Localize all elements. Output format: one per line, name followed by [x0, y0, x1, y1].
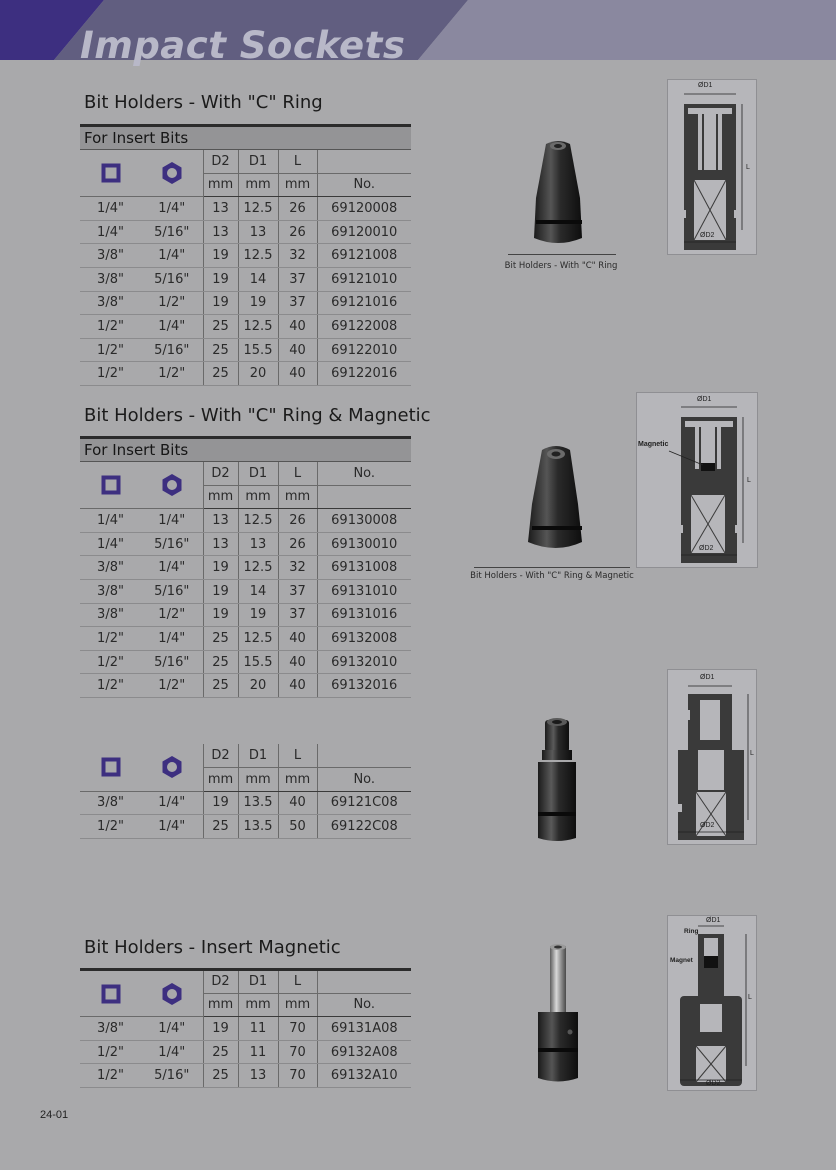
l-label: L — [748, 994, 752, 1001]
photo-caption-c-ring: Bit Holders - With "C" Ring — [504, 261, 618, 271]
unit-l: mm — [278, 485, 317, 509]
unit-d2: mm — [203, 768, 238, 792]
d2-value: 19 — [203, 267, 238, 291]
hex-drive-icon — [160, 754, 184, 780]
col-d2: D2 — [203, 462, 238, 486]
unit-d2: mm — [203, 993, 238, 1017]
table-row — [80, 627, 411, 651]
hex-drive-cell — [141, 744, 203, 791]
table-row — [80, 197, 411, 221]
col-no: No. — [317, 462, 411, 486]
caption-rule — [474, 567, 630, 568]
hex-drive-icon — [160, 472, 184, 498]
length-value: 40 — [278, 650, 317, 674]
part-number: 69122C08 — [317, 815, 411, 839]
d2-value: 13 — [203, 532, 238, 556]
photo-caption-c-ring-magnetic: Bit Holders - With "C" Ring & Magnetic — [470, 571, 634, 581]
d1-label: ØD1 — [700, 674, 715, 681]
square-drive-size: 1/2" — [80, 338, 141, 362]
length-value: 50 — [278, 815, 317, 839]
square-drive-size: 3/8" — [80, 244, 141, 268]
d1-value: 12.5 — [238, 627, 278, 651]
spec-table-quick-change — [80, 744, 411, 839]
table-body — [80, 197, 411, 386]
square-drive-size: 3/8" — [80, 791, 141, 815]
d2-value: 19 — [203, 579, 238, 603]
d1-value: 14 — [238, 579, 278, 603]
col-no: No. — [317, 768, 411, 792]
length-value: 37 — [278, 603, 317, 627]
c-ring-bit-holder-photo — [528, 138, 588, 248]
unit-d2: mm — [203, 173, 238, 197]
d2-value: 13 — [203, 197, 238, 221]
table-body — [80, 791, 411, 838]
hex-size: 5/16" — [141, 338, 203, 362]
insert-magnetic-bit-holder-photo — [532, 940, 584, 1085]
length-value: 40 — [278, 627, 317, 651]
length-value: 32 — [278, 244, 317, 268]
square-drive-cell — [80, 970, 141, 1017]
unit-d1: mm — [238, 768, 278, 792]
section-title-insert-magnetic: Bit Holders - Insert Magnetic — [84, 937, 341, 958]
table-row — [80, 1040, 411, 1064]
part-number: 69121C08 — [317, 791, 411, 815]
hex-drive-cell — [141, 970, 203, 1017]
square-drive-size: 1/2" — [80, 674, 141, 698]
d1-value: 13.5 — [238, 791, 278, 815]
page-title: Impact Sockets — [80, 24, 406, 67]
length-value: 40 — [278, 674, 317, 698]
unit-d1: mm — [238, 993, 278, 1017]
spec-table-insert-magnetic — [80, 968, 411, 1088]
hex-size: 1/4" — [141, 509, 203, 533]
square-drive-size: 3/8" — [80, 556, 141, 580]
hex-size: 5/16" — [141, 579, 203, 603]
length-value: 37 — [278, 579, 317, 603]
length-value: 40 — [278, 362, 317, 386]
part-number: 69131010 — [317, 579, 411, 603]
length-value: 70 — [278, 1064, 317, 1088]
d2-value: 25 — [203, 362, 238, 386]
d2-value: 13 — [203, 220, 238, 244]
length-value: 40 — [278, 315, 317, 339]
length-value: 26 — [278, 197, 317, 221]
square-drive-size: 3/8" — [80, 579, 141, 603]
d1-value: 14 — [238, 267, 278, 291]
d2-label: ØD2 — [700, 822, 715, 829]
square-drive-size: 1/2" — [80, 650, 141, 674]
table-row — [80, 556, 411, 580]
hex-size: 1/2" — [141, 674, 203, 698]
section-title-c-ring: Bit Holders - With "C" Ring — [84, 92, 323, 113]
hex-size: 5/16" — [141, 650, 203, 674]
square-drive-size: 3/8" — [80, 603, 141, 627]
d1-value: 20 — [238, 674, 278, 698]
unit-d1: mm — [238, 485, 278, 509]
hex-drive-icon — [160, 981, 184, 1007]
col-l: L — [278, 462, 317, 486]
square-drive-icon — [101, 163, 121, 183]
hex-size: 1/2" — [141, 603, 203, 627]
hex-size: 1/4" — [141, 791, 203, 815]
table-subheader — [80, 126, 411, 150]
hex-size: 5/16" — [141, 532, 203, 556]
col-no-blank — [317, 485, 411, 509]
col-no-blank — [317, 744, 411, 768]
table-row — [80, 815, 411, 839]
hex-drive-icon — [160, 160, 184, 186]
quick-change-bit-holder-photo — [530, 714, 584, 844]
part-number: 69120010 — [317, 220, 411, 244]
table-row — [80, 220, 411, 244]
table-row — [80, 244, 411, 268]
col-d1: D1 — [238, 744, 278, 768]
length-value: 26 — [278, 509, 317, 533]
hex-drive-cell — [141, 462, 203, 509]
square-drive-size: 1/4" — [80, 509, 141, 533]
d2-value: 25 — [203, 338, 238, 362]
d1-label: ØD1 — [697, 396, 712, 403]
page-number: 24-01 — [40, 1109, 69, 1121]
quick-change-technical-drawing — [667, 669, 757, 845]
part-number: 69131A08 — [317, 1017, 411, 1041]
square-drive-size: 1/4" — [80, 532, 141, 556]
d1-value: 13 — [238, 532, 278, 556]
hex-size: 5/16" — [141, 1064, 203, 1088]
length-value: 32 — [278, 556, 317, 580]
technical-drawing-svg — [668, 916, 756, 1090]
col-l: L — [278, 150, 317, 174]
d1-value: 13 — [238, 220, 278, 244]
part-number: 69121016 — [317, 291, 411, 315]
table-row — [80, 267, 411, 291]
length-value: 26 — [278, 532, 317, 556]
hex-size: 1/4" — [141, 627, 203, 651]
d1-value: 15.5 — [238, 650, 278, 674]
technical-drawing-svg — [668, 80, 756, 254]
square-drive-cell — [80, 462, 141, 509]
square-drive-size: 1/4" — [80, 220, 141, 244]
d2-value: 13 — [203, 509, 238, 533]
table-header-row — [80, 150, 411, 174]
c-ring-magnetic-technical-drawing — [636, 392, 758, 568]
d2-value: 19 — [203, 1017, 238, 1041]
hex-size: 1/4" — [141, 315, 203, 339]
length-value: 37 — [278, 291, 317, 315]
d1-value: 12.5 — [238, 197, 278, 221]
technical-drawing-svg — [668, 670, 756, 844]
square-drive-size: 3/8" — [80, 1017, 141, 1041]
d1-value: 12.5 — [238, 556, 278, 580]
d1-value: 12.5 — [238, 509, 278, 533]
col-l: L — [278, 970, 317, 994]
square-drive-size: 1/2" — [80, 315, 141, 339]
table-body — [80, 1017, 411, 1088]
square-drive-size: 1/2" — [80, 815, 141, 839]
length-value: 40 — [278, 338, 317, 362]
square-drive-size: 3/8" — [80, 267, 141, 291]
hex-size: 1/2" — [141, 291, 203, 315]
technical-drawing-svg — [637, 393, 757, 567]
hex-size: 1/4" — [141, 1017, 203, 1041]
d2-value: 25 — [203, 1040, 238, 1064]
d2-value: 25 — [203, 674, 238, 698]
square-drive-cell — [80, 744, 141, 791]
d2-value: 19 — [203, 603, 238, 627]
d1-value: 11 — [238, 1040, 278, 1064]
hex-drive-cell — [141, 150, 203, 197]
part-number: 69122008 — [317, 315, 411, 339]
c-ring-technical-drawing — [667, 79, 757, 255]
l-label: L — [750, 750, 754, 757]
table-header-row — [80, 462, 411, 486]
table-body — [80, 509, 411, 698]
ring-label: Ring — [684, 928, 699, 935]
d2-value: 25 — [203, 815, 238, 839]
section-title-c-ring-magnetic: Bit Holders - With "C" Ring & Magnetic — [84, 405, 431, 426]
spec-table-c-ring-magnetic — [80, 436, 411, 698]
subheader-label: For Insert Bits — [80, 126, 411, 150]
col-d2: D2 — [203, 150, 238, 174]
d2-value: 19 — [203, 244, 238, 268]
part-number: 69121008 — [317, 244, 411, 268]
part-number: 69120008 — [317, 197, 411, 221]
d1-value: 20 — [238, 362, 278, 386]
spec-table-c-ring — [80, 124, 411, 386]
d2-label: ØD2 — [700, 232, 715, 239]
header-banner — [0, 0, 836, 67]
table-row — [80, 1064, 411, 1088]
length-value: 40 — [278, 791, 317, 815]
d2-value: 25 — [203, 650, 238, 674]
unit-d1: mm — [238, 173, 278, 197]
part-number: 69132010 — [317, 650, 411, 674]
insert-magnetic-technical-drawing — [667, 915, 757, 1091]
hex-size: 1/2" — [141, 362, 203, 386]
part-number: 69131008 — [317, 556, 411, 580]
hex-size: 1/4" — [141, 244, 203, 268]
table-row — [80, 509, 411, 533]
part-number: 69132016 — [317, 674, 411, 698]
part-number: 69122016 — [317, 362, 411, 386]
table-row — [80, 338, 411, 362]
l-label: L — [746, 164, 750, 171]
col-l: L — [278, 744, 317, 768]
col-d2: D2 — [203, 744, 238, 768]
table-row — [80, 603, 411, 627]
unit-l: mm — [278, 768, 317, 792]
square-drive-icon — [101, 475, 121, 495]
col-no: No. — [317, 993, 411, 1017]
d2-value: 25 — [203, 627, 238, 651]
table-subheader — [80, 438, 411, 462]
square-drive-size: 1/2" — [80, 1040, 141, 1064]
l-label: L — [747, 477, 751, 484]
hex-size: 5/16" — [141, 220, 203, 244]
d2-value: 19 — [203, 791, 238, 815]
d1-value: 15.5 — [238, 338, 278, 362]
hex-size: 1/4" — [141, 815, 203, 839]
col-d2: D2 — [203, 970, 238, 994]
square-drive-size: 3/8" — [80, 291, 141, 315]
square-drive-icon — [101, 984, 121, 1004]
table-row — [80, 579, 411, 603]
hex-size: 5/16" — [141, 267, 203, 291]
d1-label: ØD1 — [706, 917, 721, 924]
table-row — [80, 532, 411, 556]
d2-value: 25 — [203, 1064, 238, 1088]
d1-label: ØD1 — [698, 82, 713, 89]
part-number: 69132A10 — [317, 1064, 411, 1088]
col-no: No. — [317, 173, 411, 197]
square-drive-size: 1/2" — [80, 627, 141, 651]
col-no-blank — [317, 970, 411, 994]
hex-size: 1/4" — [141, 1040, 203, 1064]
col-no-blank — [317, 150, 411, 174]
part-number: 69130010 — [317, 532, 411, 556]
magnet-label: Magnet — [670, 957, 693, 964]
table-row — [80, 315, 411, 339]
d2-value: 19 — [203, 556, 238, 580]
caption-rule — [508, 254, 616, 255]
table-row — [80, 650, 411, 674]
table-row — [80, 674, 411, 698]
hex-size: 1/4" — [141, 556, 203, 580]
table-header-row — [80, 744, 411, 768]
subheader-label: For Insert Bits — [80, 438, 411, 462]
length-value: 70 — [278, 1040, 317, 1064]
col-d1: D1 — [238, 462, 278, 486]
d2-label: ØD2 — [699, 545, 714, 552]
d2-value: 25 — [203, 315, 238, 339]
d1-value: 19 — [238, 603, 278, 627]
part-number: 69132008 — [317, 627, 411, 651]
magnetic-label: Magnetic — [638, 441, 669, 448]
table-row — [80, 1017, 411, 1041]
col-d1: D1 — [238, 150, 278, 174]
d1-value: 19 — [238, 291, 278, 315]
part-number: 69131016 — [317, 603, 411, 627]
length-value: 26 — [278, 220, 317, 244]
d1-value: 13 — [238, 1064, 278, 1088]
d2-label: ØD2 — [706, 1080, 721, 1087]
table-row — [80, 791, 411, 815]
square-drive-cell — [80, 150, 141, 197]
col-d1: D1 — [238, 970, 278, 994]
table-row — [80, 362, 411, 386]
hex-size: 1/4" — [141, 197, 203, 221]
square-drive-size: 1/2" — [80, 1064, 141, 1088]
d1-value: 13.5 — [238, 815, 278, 839]
square-drive-size: 1/2" — [80, 362, 141, 386]
table-header-row — [80, 970, 411, 994]
part-number: 69121010 — [317, 267, 411, 291]
d2-value: 19 — [203, 291, 238, 315]
d1-value: 12.5 — [238, 315, 278, 339]
square-drive-size: 1/4" — [80, 197, 141, 221]
part-number: 69132A08 — [317, 1040, 411, 1064]
table-row — [80, 291, 411, 315]
d1-value: 11 — [238, 1017, 278, 1041]
unit-l: mm — [278, 993, 317, 1017]
square-drive-icon — [101, 757, 121, 777]
c-ring-magnetic-bit-holder-photo — [524, 442, 588, 554]
length-value: 37 — [278, 267, 317, 291]
unit-d2: mm — [203, 485, 238, 509]
length-value: 70 — [278, 1017, 317, 1041]
unit-l: mm — [278, 173, 317, 197]
part-number: 69130008 — [317, 509, 411, 533]
d1-value: 12.5 — [238, 244, 278, 268]
part-number: 69122010 — [317, 338, 411, 362]
